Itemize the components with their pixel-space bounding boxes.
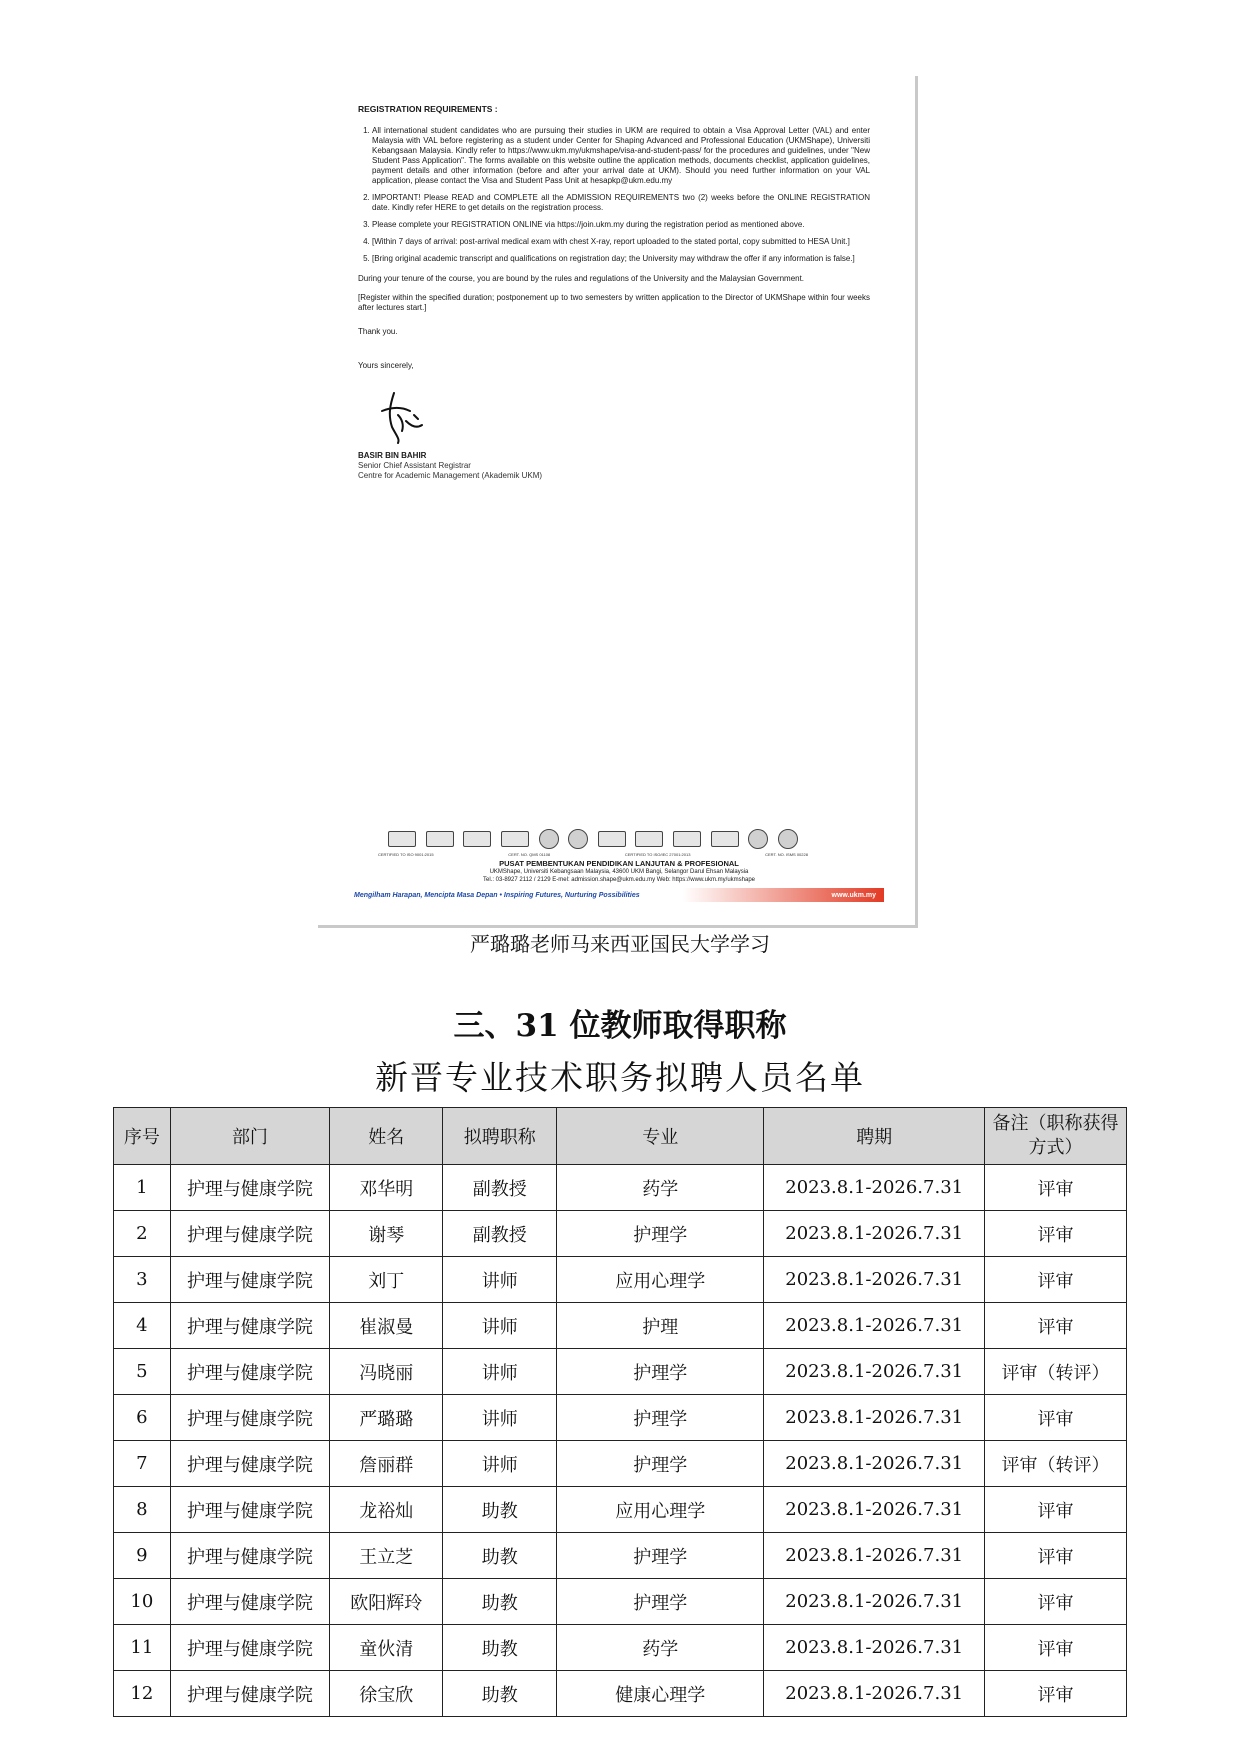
cell-title: 助教 [443,1625,557,1671]
cell-index: 12 [114,1671,171,1717]
requirements-list [358,126,870,264]
cert-logo-icon [748,829,768,849]
cert-logo-icon [635,831,663,847]
footer-address: UKMShape, Universiti Kebangsaan Malaysia, 43600 UKM Bangi, Selangor Darul Ehsan Malaysia [489,869,749,875]
cell-term: 2023.8.1-2026.7.31 [764,1533,985,1579]
cell-major: 药学 [557,1625,764,1671]
footer-url: www.ukm.my [831,891,876,899]
footer-contact: Tel.: 03-8927 2112 / 2129 E-mel: admission.shape@ukm.edu.my Web: https://www.ukm.my/ukmshape [483,877,755,883]
section-title: 三、31 位教师取得职称 [453,1008,787,1044]
cell-title: 助教 [443,1533,557,1579]
list-subtitle: 新晋专业技术职务拟聘人员名单 [375,1058,865,1097]
cert-logo-icon [388,831,416,847]
cell-term: 2023.8.1-2026.7.31 [764,1349,985,1395]
header-title: 拟聘职称 [443,1108,557,1165]
cell-note: 评审 [985,1579,1127,1625]
cell-department: 护理与健康学院 [170,1487,330,1533]
cell-title: 讲师 [443,1441,557,1487]
table-row [114,1165,1127,1211]
rules-paragraph: During your tenure of the course, you are bound by the rules and regulations of the University and the Malaysian Government. [358,274,805,283]
cell-note: 评审 [985,1487,1127,1533]
thanks-text: Thank you. [358,327,398,336]
table-row [114,1349,1127,1395]
cell-major: 护理学 [557,1441,764,1487]
cell-note: 评审 [985,1257,1127,1303]
cell-note: 评审 [985,1533,1127,1579]
table-row [114,1487,1127,1533]
header-name: 姓名 [330,1108,443,1165]
cell-major: 护理学 [557,1533,764,1579]
cell-department: 护理与健康学院 [170,1257,330,1303]
cell-department: 护理与健康学院 [170,1395,330,1441]
appointment-table [113,1107,1127,1717]
cell-department: 护理与健康学院 [170,1533,330,1579]
cell-major: 健康心理学 [557,1671,764,1717]
table-row [114,1303,1127,1349]
cell-index: 11 [114,1625,171,1671]
embedded-letter-image [318,76,918,928]
footer-strip [354,888,884,902]
header-note: 备注（职称获得方式） [985,1108,1127,1165]
cell-department: 护理与健康学院 [170,1579,330,1625]
closing-text: Yours sincerely, [358,361,414,370]
cell-note: 评审 [985,1211,1127,1257]
image-caption: 严璐璐老师马来西亚国民大学学习 [470,932,770,956]
header-term: 聘期 [764,1108,985,1165]
cell-index: 2 [114,1211,171,1257]
cell-department: 护理与健康学院 [170,1625,330,1671]
table-header-row [114,1108,1127,1165]
cell-major: 应用心理学 [557,1257,764,1303]
cell-major: 应用心理学 [557,1487,764,1533]
signature [358,385,870,445]
cell-department: 护理与健康学院 [170,1349,330,1395]
cell-index: 5 [114,1349,171,1395]
cell-term: 2023.8.1-2026.7.31 [764,1395,985,1441]
cell-term: 2023.8.1-2026.7.31 [764,1487,985,1533]
cert-label: CERTIFIED TO ISO 9001:2015 [378,852,434,857]
cell-name: 欧阳辉玲 [330,1579,443,1625]
cell-name: 崔淑曼 [330,1303,443,1349]
table-body [114,1165,1127,1717]
cell-name: 邓华明 [330,1165,443,1211]
cell-index: 4 [114,1303,171,1349]
table-row [114,1211,1127,1257]
cell-term: 2023.8.1-2026.7.31 [764,1211,985,1257]
requirement-item: 3. Please complete your REGISTRATION ONLINE via https://join.ukm.my during the registration period as mentioned above. [372,220,870,230]
header-major: 专业 [557,1108,764,1165]
footer-tagline: Mengilham Harapan, Mencipta Masa Depan • Inspiring Futures, Nurturing Possibilities [354,891,640,899]
cell-note: 评审 [985,1165,1127,1211]
cell-note: 评审 [985,1671,1127,1717]
cell-name: 刘丁 [330,1257,443,1303]
cell-department: 护理与健康学院 [170,1441,330,1487]
cell-name: 童伙清 [330,1625,443,1671]
cell-title: 讲师 [443,1349,557,1395]
cell-index: 10 [114,1579,171,1625]
signer-name: BASIR BIN BAHIR [358,451,427,460]
header-department: 部门 [170,1108,330,1165]
table-row [114,1671,1127,1717]
cell-department: 护理与健康学院 [170,1165,330,1211]
cell-title: 讲师 [443,1303,557,1349]
table-row [114,1533,1127,1579]
postpone-paragraph: [Register within the specified duration; postponement up to two semesters by written application to the Director of UKMShape within four weeks after lectures start.] [358,293,870,312]
cert-logo-icon [711,831,739,847]
cell-term: 2023.8.1-2026.7.31 [764,1257,985,1303]
cell-major: 护理学 [557,1579,764,1625]
cert-label: CERT. NO. QMS 01108 [508,852,551,857]
cell-term: 2023.8.1-2026.7.31 [764,1625,985,1671]
cert-logo-icon [426,831,454,847]
cell-title: 副教授 [443,1165,557,1211]
cell-major: 护理学 [557,1211,764,1257]
cell-name: 谢琴 [330,1211,443,1257]
requirement-item: 4. [Within 7 days of arrival: post-arrival medical exam with chest X-ray, report uploaded to the stated portal, copy submitted to HESA Unit.] [372,237,870,247]
cell-index: 7 [114,1441,171,1487]
table-row [114,1395,1127,1441]
cell-index: 1 [114,1165,171,1211]
cell-title: 副教授 [443,1211,557,1257]
cell-term: 2023.8.1-2026.7.31 [764,1441,985,1487]
cert-logo-icon [539,829,559,849]
cell-major: 护理学 [557,1395,764,1441]
cell-name: 严璐璐 [330,1395,443,1441]
cell-title: 助教 [443,1579,557,1625]
cell-term: 2023.8.1-2026.7.31 [764,1165,985,1211]
requirement-item: 2. IMPORTANT! Please READ and COMPLETE all the ADMISSION REQUIREMENTS two (2) weeks before the ONLINE REGISTRATION date. Kindly refer HERE to get details on the registration process. [372,193,870,213]
cell-index: 9 [114,1533,171,1579]
footer-org: PUSAT PEMBENTUKAN PENDIDIKAN LANJUTAN & PROFESIONAL [499,859,739,868]
table-row [114,1257,1127,1303]
cell-term: 2023.8.1-2026.7.31 [764,1303,985,1349]
cell-name: 王立芝 [330,1533,443,1579]
cell-major: 护理学 [557,1349,764,1395]
cell-note: 评审（转评） [985,1441,1127,1487]
cell-term: 2023.8.1-2026.7.31 [764,1579,985,1625]
cell-index: 3 [114,1257,171,1303]
cell-name: 詹丽群 [330,1441,443,1487]
cert-label: CERT. NO. ISMS 00228 [765,852,808,857]
letter-footer [354,860,884,884]
cell-title: 助教 [443,1671,557,1717]
cell-term: 2023.8.1-2026.7.31 [764,1671,985,1717]
signer-title: Senior Chief Assistant Registrar [358,461,471,470]
cell-name: 冯晓丽 [330,1349,443,1395]
header-index: 序号 [114,1108,171,1165]
cell-note: 评审 [985,1395,1127,1441]
cert-logo-icon [778,829,798,849]
cell-index: 8 [114,1487,171,1533]
signer-office: Centre for Academic Management (Akademik UKM) [358,471,543,480]
cert-logo-icon [598,831,626,847]
cell-name: 徐宝欣 [330,1671,443,1717]
cert-labels [378,852,808,857]
cell-department: 护理与健康学院 [170,1211,330,1257]
cell-department: 护理与健康学院 [170,1303,330,1349]
table-row [114,1441,1127,1487]
letter-heading: REGISTRATION REQUIREMENTS : [358,104,498,114]
cell-note: 评审 [985,1625,1127,1671]
cell-department: 护理与健康学院 [170,1671,330,1717]
signature-mark [376,385,436,445]
requirement-item: 1. All international student candidates who are pursuing their studies in UKM are required to obtain a Visa Approval Letter (VAL) and enter Malaysia with VAL before registering as a student under Center for Shaping Advanced and Professional Education (UKMShape), Universiti Kebangsaan Malaysia. Kindly refer to https://www.ukm.my/ukmshape/visa-and-student-pass/ for the procedures and guidelines, under "New Student Pass Application". The forms available on this website outline the application methods, documents checklist, application guidelines, payment details and other information (before and after your arrival date at UKM). Should you need further information on your VAL application, please contact the Visa and Student Pass Unit at hesapkp@ukm.edu.my [372,126,870,186]
cert-label: CERTIFIED TO ISO/IEC 27001:2013 [624,852,691,857]
cert-logo-icon [673,831,701,847]
certification-logos [388,828,798,850]
table-row [114,1579,1127,1625]
cell-title: 讲师 [443,1395,557,1441]
cell-name: 龙裕灿 [330,1487,443,1533]
cert-logo-icon [568,829,588,849]
table-row [114,1625,1127,1671]
requirement-item: 5. [Bring original academic transcript and qualifications on registration day; the University may withdraw the offer if any information is false.] [372,254,870,264]
cell-major: 药学 [557,1165,764,1211]
cell-index: 6 [114,1395,171,1441]
cell-title: 助教 [443,1487,557,1533]
cell-note: 评审 [985,1303,1127,1349]
cell-title: 讲师 [443,1257,557,1303]
cell-note: 评审（转评） [985,1349,1127,1395]
cert-logo-icon [463,831,491,847]
cell-major: 护理 [557,1303,764,1349]
cert-logo-icon [501,831,529,847]
letter-body [358,104,870,481]
